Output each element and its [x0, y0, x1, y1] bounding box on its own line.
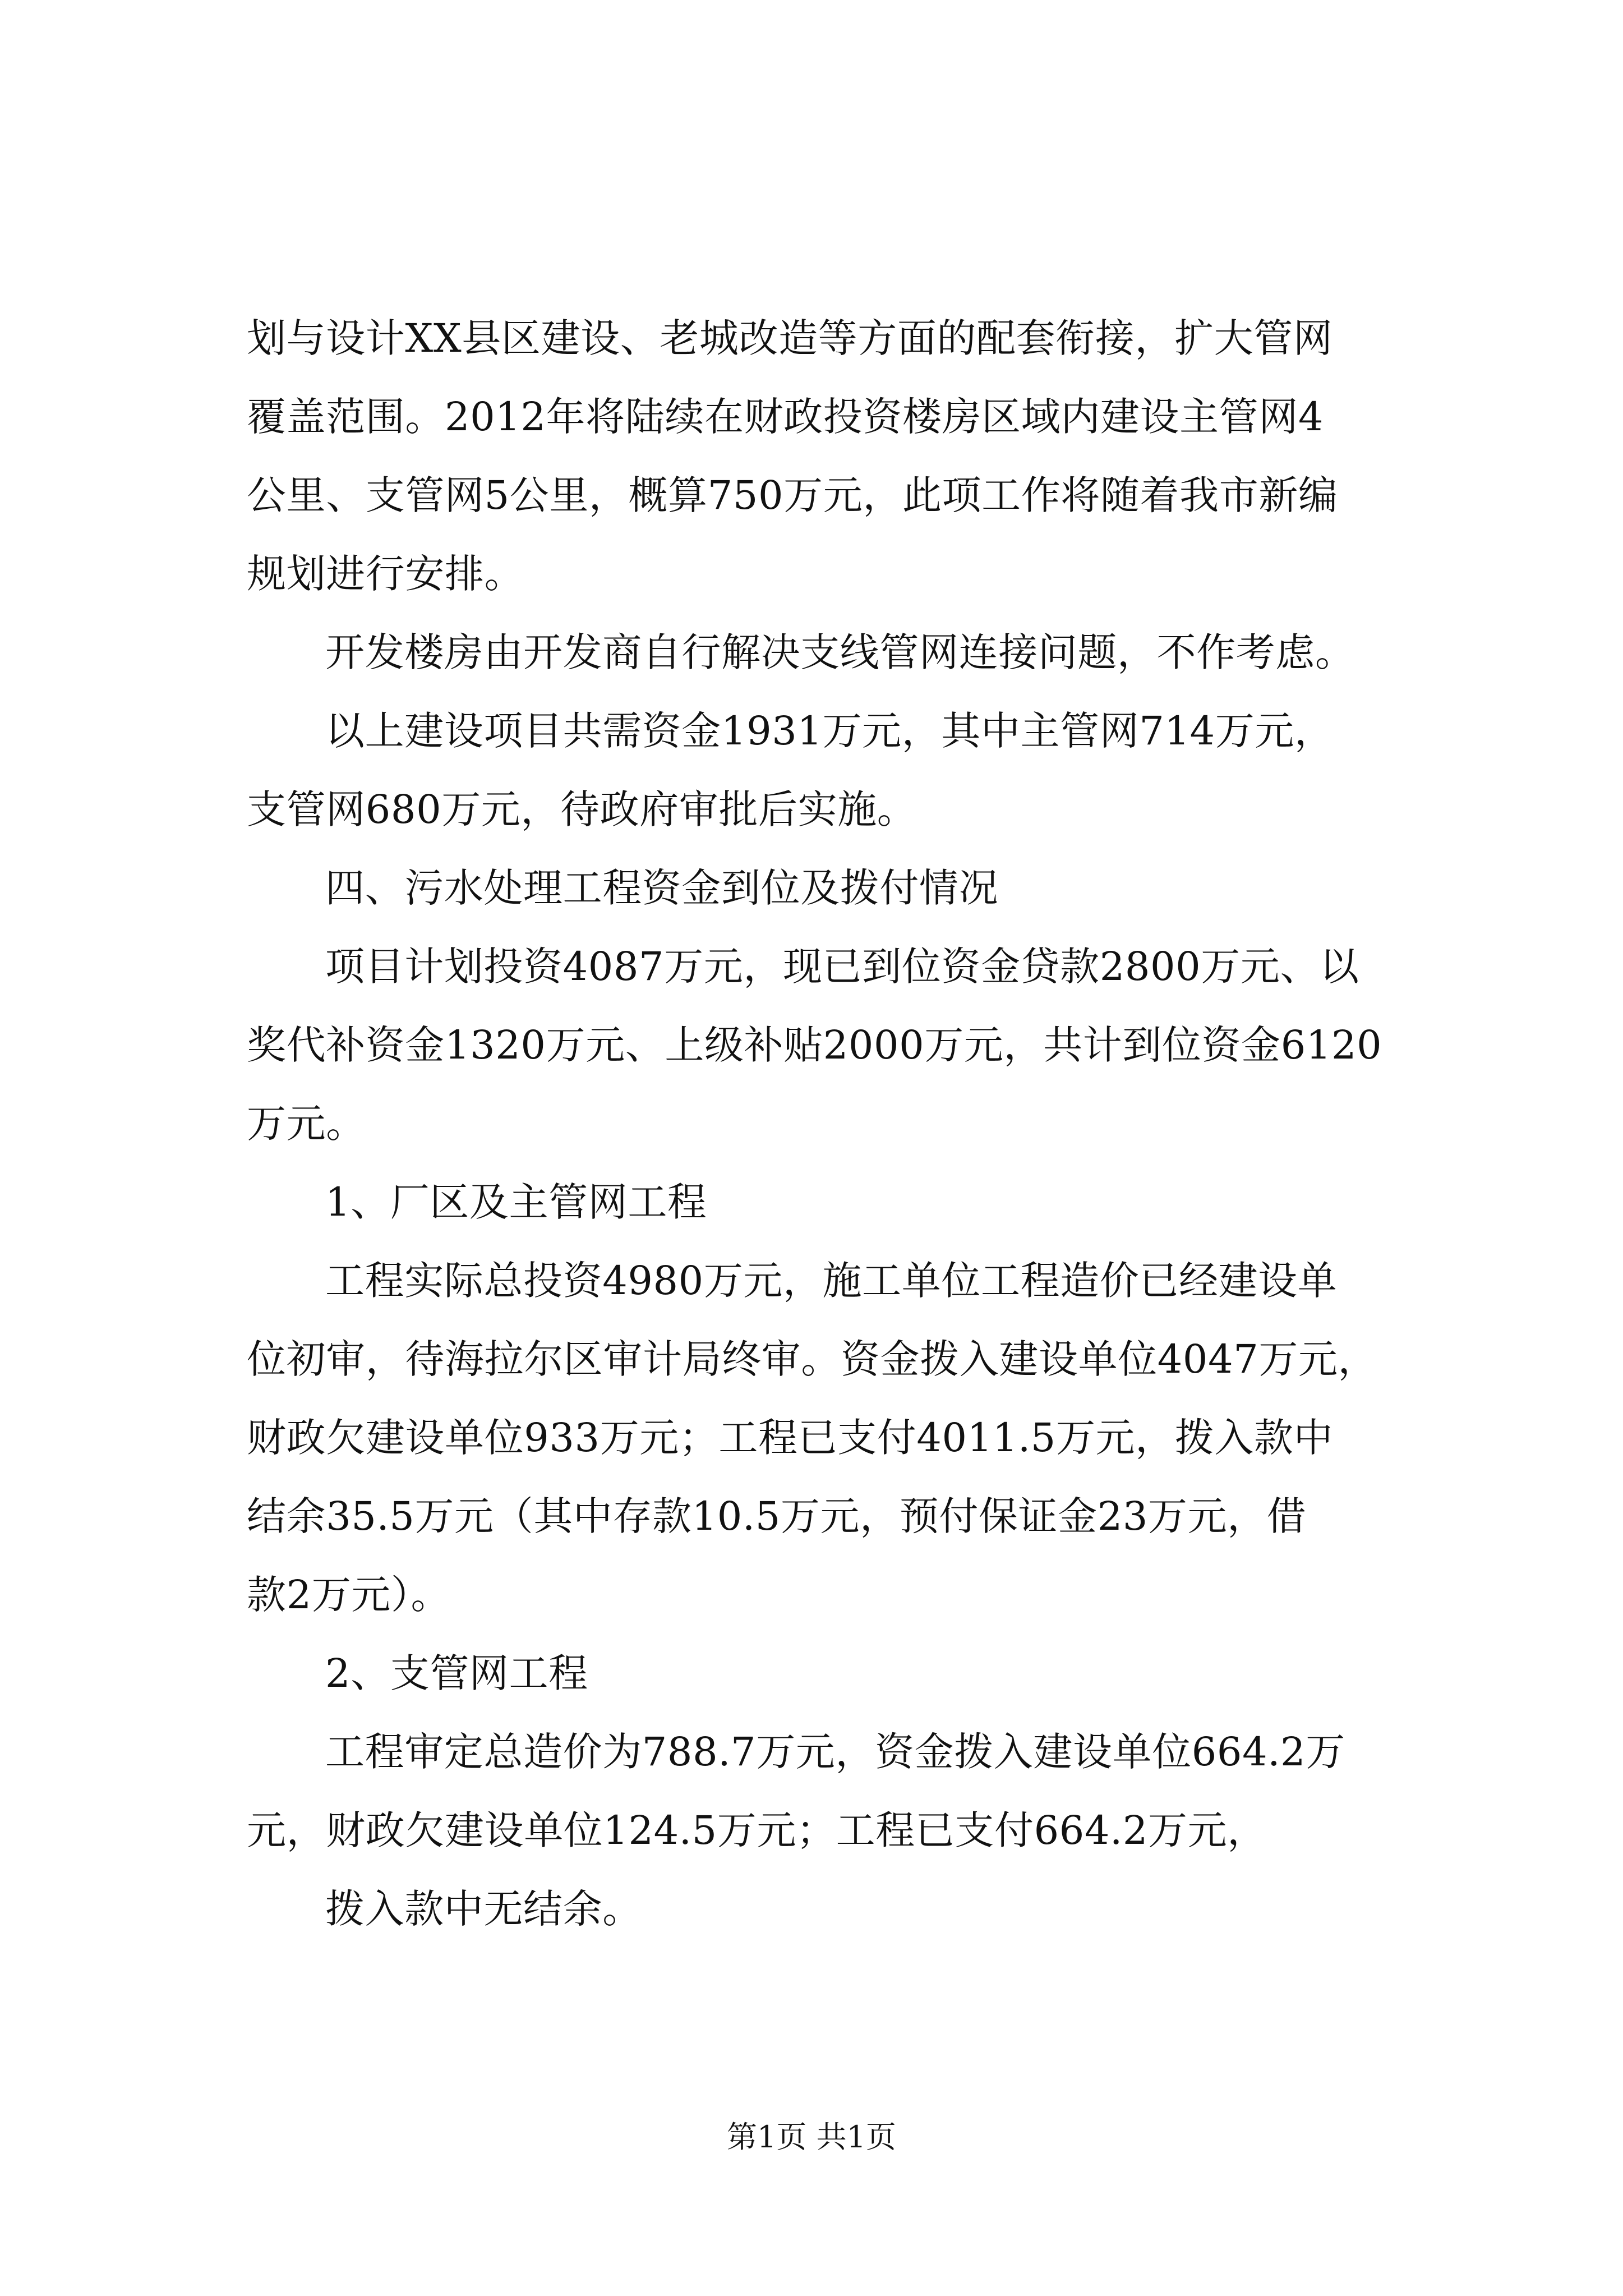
paragraph-line: 位初审，待海拉尔区审计局终审。资金拨入建设单位4047万元，	[247, 1336, 1378, 1382]
paragraph-line: 以上建设项目共需资金1931万元，其中主管网714万元，	[325, 708, 1334, 754]
paragraph-line: 万元。	[247, 1101, 366, 1147]
paragraph-line: 元，财政欠建设单位124.5万元；工程已支付664.2万元，	[247, 1807, 1267, 1853]
paragraph-line: 拨入款中无结余。	[325, 1886, 642, 1932]
paragraph-line: 工程审定总造价为788.7万元，资金拨入建设单位664.2万	[325, 1729, 1345, 1775]
paragraph-line: 开发楼房由开发商自行解决支线管网连接问题，不作考虑。	[325, 629, 1355, 675]
paragraph-line: 款2万元）。	[247, 1572, 451, 1618]
subsection-heading: 1、厂区及主管网工程	[325, 1179, 707, 1225]
paragraph-line: 规划进行安排。	[247, 551, 524, 597]
paragraph-line: 项目计划投资4087万元，现已到位资金贷款2800万元、以	[325, 944, 1359, 990]
paragraph-line: 财政欠建设单位933万元；工程已支付4011.5万元，拨入款中	[247, 1415, 1334, 1461]
paragraph-line: 划与设计XX县区建设、老城改造等方面的配套衔接，扩大管网	[247, 315, 1333, 361]
paragraph-line: 奖代补资金1320万元、上级补贴2000万元，共计到位资金6120	[247, 1022, 1382, 1068]
paragraph-line: 工程实际总投资4980万元，施工单位工程造价已经建设单	[325, 1258, 1338, 1304]
paragraph-line: 公里、支管网5公里，概算750万元，此项工作将随着我市新编	[247, 472, 1338, 518]
section-heading: 四、污水处理工程资金到位及拨付情况	[325, 865, 999, 911]
paragraph-line: 结余35.5万元（其中存款10.5万元，预付保证金23万元，借	[247, 1493, 1307, 1539]
page-footer: 第1页 共1页	[727, 2119, 896, 2155]
subsection-heading: 2、支管网工程	[325, 1650, 588, 1696]
paragraph-line: 支管网680万元，待政府审批后实施。	[247, 786, 917, 832]
document-body	[247, 299, 1430, 1948]
paragraph-line: 覆盖范围。2012年将陆续在财政投资楼房区域内建设主管网4	[247, 394, 1324, 440]
